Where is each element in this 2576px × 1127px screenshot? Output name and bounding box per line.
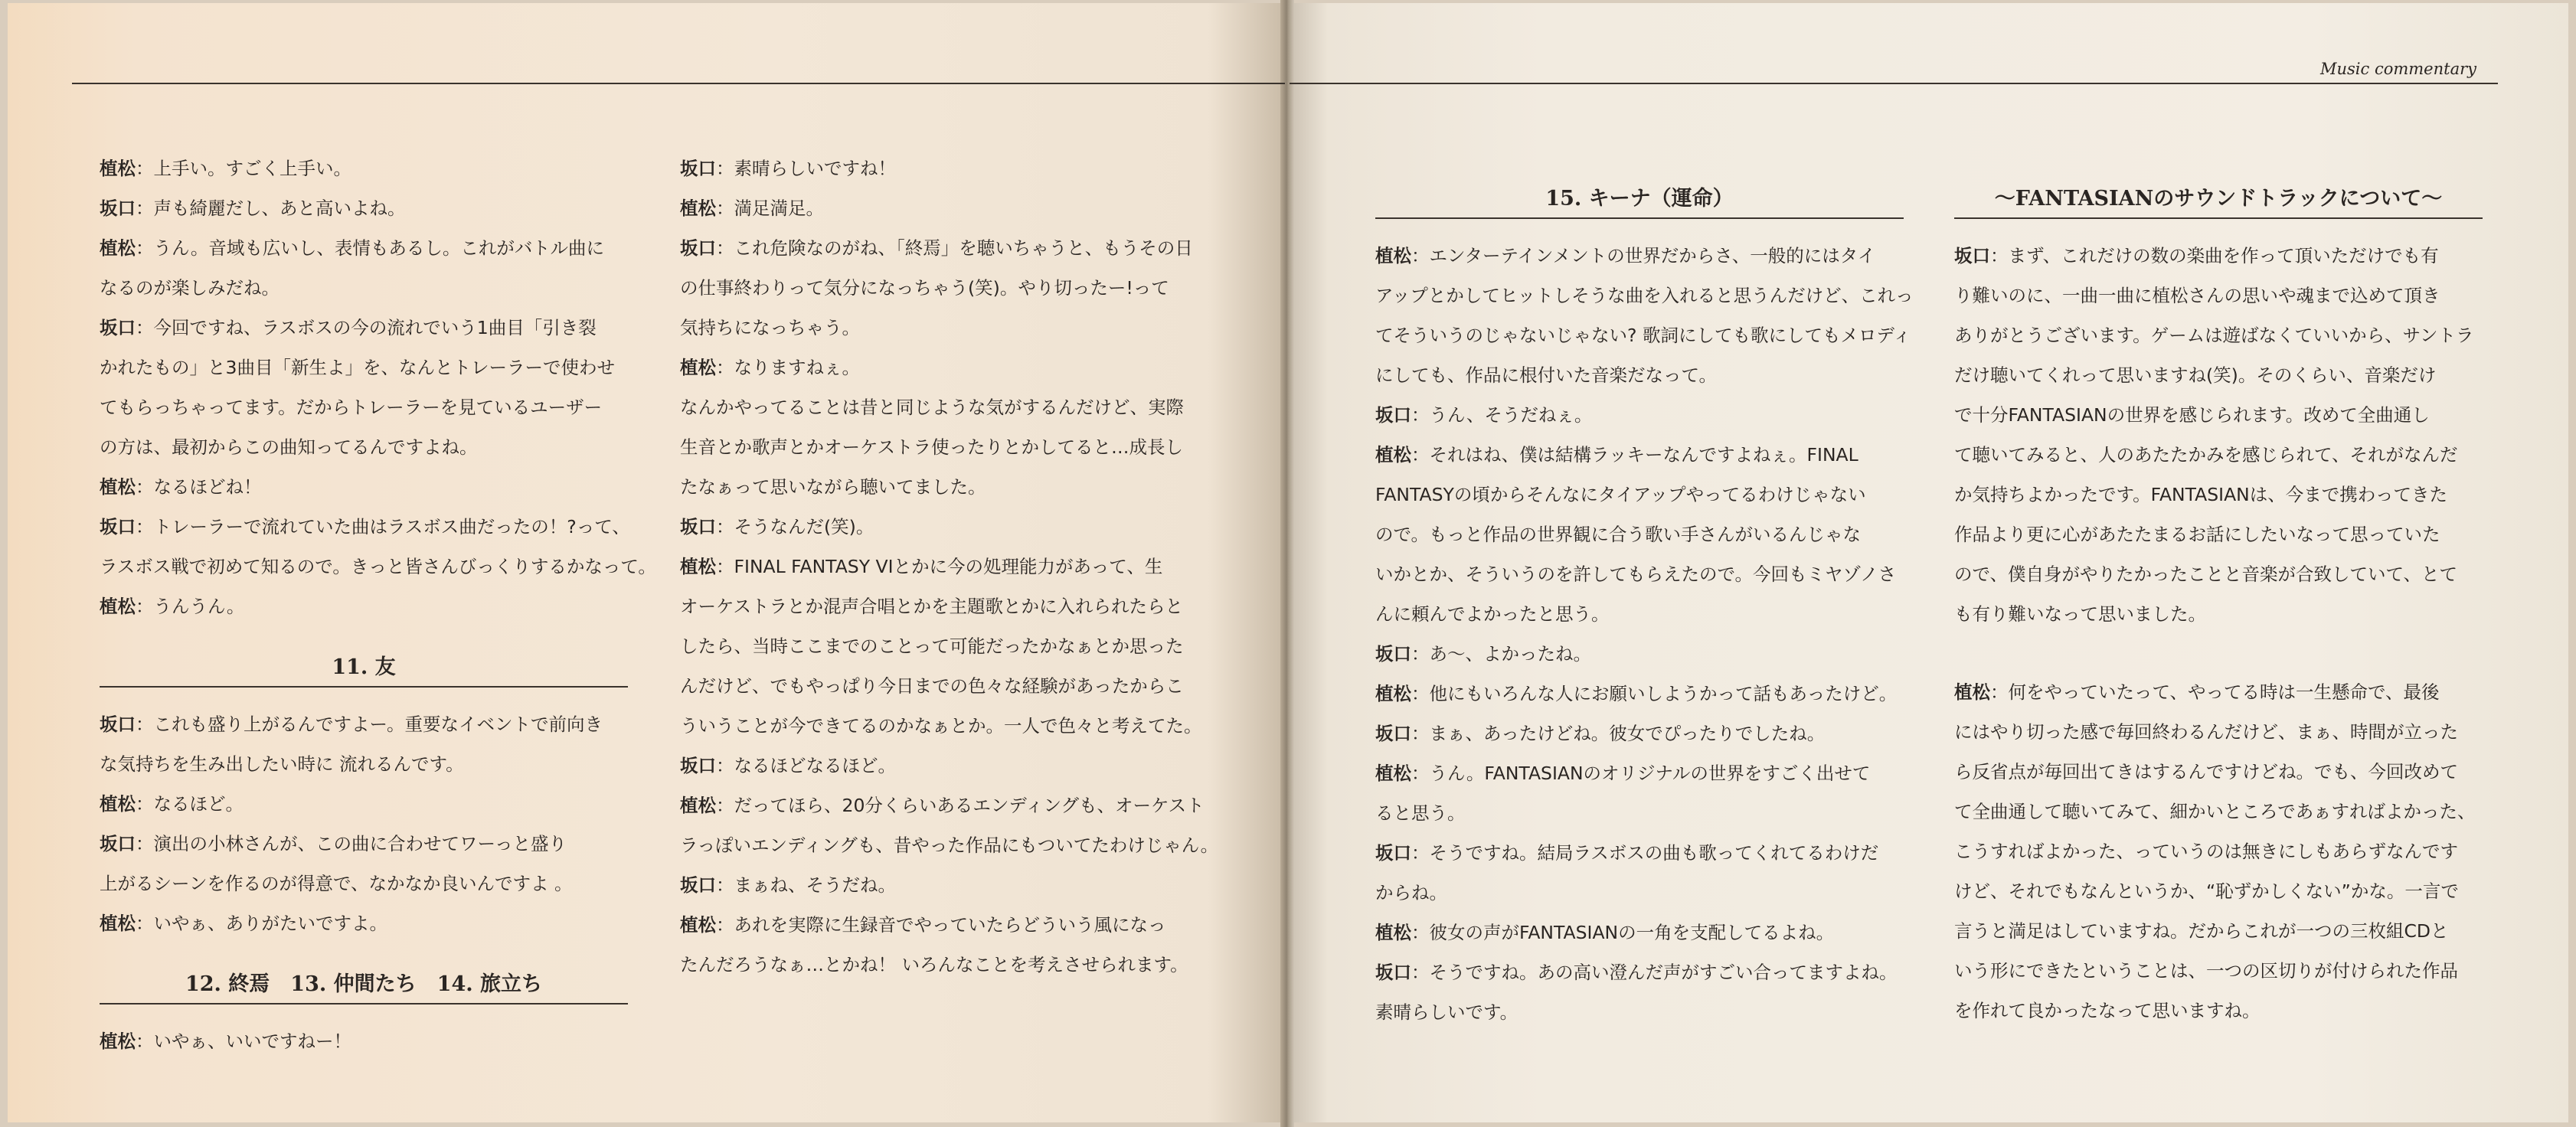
- dialogue-line: [680, 825, 1218, 865]
- speaker-colon: ：: [136, 516, 154, 537]
- speaker-name: 坂口: [1375, 962, 1411, 983]
- dialogue-text: ると思う。: [1375, 802, 1466, 824]
- speaker-name: 植松: [680, 556, 716, 577]
- dialogue-line: [680, 228, 1218, 268]
- speaker-colon: ：: [716, 755, 734, 776]
- dialogue-text: あ～、よかったね。: [1429, 643, 1591, 665]
- dialogue-text: うんうん。: [153, 596, 245, 617]
- speaker-name: 坂口: [1375, 404, 1411, 426]
- dialogue-text: ので、僕自身がやりたかったことと音楽が合致していて、とて: [1954, 564, 2458, 585]
- dialogue-line: [100, 1021, 656, 1061]
- dialogue-line: [1954, 475, 2483, 514]
- dialogue-line: [1375, 992, 1914, 1032]
- speaker-colon: ：: [1411, 922, 1430, 943]
- dialogue-text: これも盛り上がるんですよー。重要なイベントで前向き: [153, 714, 603, 735]
- dialogue-line: [100, 586, 656, 626]
- dialogue-text: なりますねぇ。: [734, 357, 860, 378]
- dialogue-line: [100, 228, 656, 268]
- dialogue-line: [1375, 315, 1914, 355]
- speaker-name: 植松: [680, 357, 716, 378]
- dialogue-text: 今回ですね、ラスボスの今の流れでいう1曲目「引き裂: [153, 317, 597, 338]
- dialogue-text: ありがとうございます。ゲームは遊ばなくていいから、サントラ: [1954, 325, 2474, 346]
- dialogue-text: たんだろうなぁ…とかね！ いろんなことを考えさせられます。: [680, 954, 1188, 975]
- dialogue-line: [100, 427, 656, 467]
- section-heading: ～FANTASIANのサウンドトラックについて～: [1954, 181, 2483, 219]
- dialogue-line: [680, 308, 1218, 348]
- speaker-name: 坂口: [680, 158, 716, 179]
- dialogue-line: [1954, 672, 2483, 712]
- dialogue-text: そうなんだ(笑)。: [734, 516, 874, 537]
- speaker-colon: ：: [1411, 763, 1430, 784]
- speaker-colon: ：: [716, 516, 734, 537]
- dialogue-line: [1375, 435, 1914, 475]
- dialogue-text: かれたもの」と3曲目「新生よ」を、なんとトレーラーで使わせ: [100, 357, 615, 378]
- dialogue-text: だってほら、20分くらいあるエンディングも、オーケスト: [734, 795, 1205, 816]
- dialogue-line: [1375, 793, 1914, 833]
- dialogue-text: の仕事終わりって気分になっちゃう(笑)。やり切ったー!って: [680, 277, 1169, 299]
- speaker-colon: ：: [1411, 643, 1430, 665]
- dialogue-text: けど、それでもなんというか、“恥ずかしくない”かな。一言で: [1954, 880, 2459, 902]
- dialogue-text: なんかやってることは昔と同じような気がするんだけど、実際: [680, 397, 1184, 418]
- dialogue-text: 上がるシーンを作るのが得意で、なかなか良いんですよ 。: [100, 873, 573, 894]
- dialogue-line: [1954, 395, 2483, 435]
- dialogue-line: [100, 864, 656, 903]
- dialogue-text: な気持ちを生み出したい時に 流れるんです。: [100, 753, 464, 775]
- column-2: [680, 149, 1218, 985]
- speaker-colon: ：: [1411, 404, 1430, 426]
- dialogue-block: [1954, 672, 2483, 1031]
- speaker-colon: ：: [716, 158, 734, 179]
- dialogue-text: トレーラーで流れていた曲はラスボス曲だったの！?って、: [153, 516, 630, 537]
- dialogue-line: [1954, 315, 2483, 355]
- speaker-colon: ：: [1411, 842, 1430, 864]
- speaker-colon: ：: [136, 1031, 154, 1052]
- speaker-name: 坂口: [680, 516, 716, 537]
- dialogue-text: いやぁ、ありがたいですよ。: [153, 913, 387, 934]
- dialogue-line: [1954, 951, 2483, 991]
- dialogue-line: [1954, 752, 2483, 792]
- dialogue-line: [1375, 236, 1914, 276]
- dialogue-line: [1375, 913, 1914, 952]
- dialogue-line: [100, 268, 656, 308]
- dialogue-line: [680, 427, 1218, 467]
- speaker-name: 植松: [1375, 763, 1411, 784]
- dialogue-line: [680, 746, 1218, 786]
- dialogue-text: 生音とか歌声とかオーケストラ使ったりとかしてると…成長し: [680, 436, 1184, 458]
- dialogue-line: [1954, 435, 2483, 475]
- dialogue-text: んだけど、でもやっぱり今日までの色々な経験があったからこ: [680, 675, 1184, 697]
- dialogue-line: [680, 348, 1218, 387]
- dialogue-text: まず、これだけの数の楽曲を作って頂いただけでも有: [2008, 245, 2439, 266]
- dialogue-block: [100, 704, 656, 943]
- dialogue-line: [100, 467, 656, 507]
- dialogue-text: ういうことが今できてるのかなぁとか。一人で色々と考えてた。: [680, 715, 1202, 737]
- dialogue-text: こうすればよかった、っていうのは無きにしもあらずなんです: [1954, 841, 2458, 862]
- dialogue-line: [100, 744, 656, 784]
- speaker-colon: ：: [136, 833, 154, 854]
- dialogue-text: まぁね、そうだね。: [734, 874, 896, 896]
- dialogue-line: [1954, 514, 2483, 554]
- speaker-colon: ：: [716, 237, 734, 259]
- dialogue-text: 気持ちになっちゃう。: [680, 317, 860, 338]
- speaker-colon: ：: [1411, 444, 1430, 466]
- dialogue-line: [100, 507, 656, 547]
- speaker-name: 植松: [680, 795, 716, 816]
- dialogue-text: 上手い。すごく上手い。: [153, 158, 351, 179]
- dialogue-line: [680, 905, 1218, 945]
- dialogue-text: て聴いてみると、人のあたたかみを感じられて、それがなんだ: [1954, 444, 2458, 466]
- dialogue-line: [1375, 594, 1914, 634]
- dialogue-text: 他にもいろんな人にお願いしようかって話もあったけど。: [1429, 683, 1898, 704]
- dialogue-text: そうですね。結局ラスボスの曲も歌ってくれてるわけだ: [1429, 842, 1879, 864]
- dialogue-text: オーケストラとか混声合唱とかを主題歌とかに入れられたらと: [680, 596, 1184, 617]
- dialogue-block: [680, 149, 1218, 985]
- dialogue-text: 演出の小林さんが、この曲に合わせてワーっと盛り: [153, 833, 567, 854]
- dialogue-text: いかとか、そういうのを許してもらえたので。今回もミヤゾノさ: [1375, 564, 1897, 585]
- speaker-colon: ：: [716, 795, 734, 816]
- speaker-colon: ：: [1411, 723, 1430, 744]
- running-header: Music commentary: [2319, 60, 2476, 78]
- dialogue-text: も有り難いなって思いました。: [1954, 603, 2206, 625]
- speaker-name: 植松: [100, 913, 136, 934]
- dialogue-line: [1375, 753, 1914, 793]
- speaker-name: 坂口: [100, 516, 136, 537]
- speaker-colon: ：: [716, 556, 734, 577]
- dialogue-line: [100, 308, 656, 348]
- dialogue-line: [1954, 712, 2483, 752]
- speaker-name: 植松: [100, 596, 136, 617]
- paragraph-gap: [1954, 634, 2483, 672]
- dialogue-line: [1954, 911, 2483, 951]
- dialogue-text: これ危険なのがね、「終焉」を聴いちゃうと、もうその日: [734, 237, 1193, 259]
- speaker-colon: ：: [136, 476, 154, 498]
- book-gutter: [1280, 0, 1294, 1127]
- column-3: [1375, 181, 1914, 1032]
- dialogue-text: うん、そうだねぇ。: [1429, 404, 1593, 426]
- speaker-name: 植松: [100, 476, 136, 498]
- speaker-colon: ：: [136, 913, 154, 934]
- speaker-name: 坂口: [100, 198, 136, 219]
- speaker-name: 植松: [1375, 683, 1411, 704]
- dialogue-text: 満足満足。: [734, 198, 824, 219]
- dialogue-text: を作れて良かったなって思いますね。: [1954, 1000, 2261, 1021]
- dialogue-line: [680, 626, 1218, 666]
- dialogue-text: か気持ちよかったです。FANTASIANは、今まで携わってきた: [1954, 484, 2448, 505]
- dialogue-text: り難いのに、一曲一曲に植松さんの思いや魂まで込めて頂き: [1954, 285, 2440, 306]
- dialogue-line: [100, 903, 656, 943]
- dialogue-line: [1954, 991, 2483, 1031]
- dialogue-text: で十分FANTASIANの世界を感じられます。改めて全曲通し: [1954, 404, 2430, 426]
- dialogue-line: [680, 586, 1218, 626]
- speaker-name: 坂口: [680, 237, 716, 259]
- dialogue-line: [680, 786, 1218, 825]
- speaker-name: 坂口: [100, 833, 136, 854]
- dialogue-text: 何をやっていたって、やってる時は一生懸命で、最後: [2008, 681, 2440, 703]
- dialogue-text: にはやり切った感で毎回終わるんだけど、まぁ、時間が立った: [1954, 721, 2458, 743]
- dialogue-line: [100, 704, 656, 744]
- dialogue-line: [1375, 395, 1914, 435]
- dialogue-line: [1375, 674, 1914, 714]
- speaker-colon: ：: [136, 158, 154, 179]
- speaker-name: 坂口: [680, 755, 716, 776]
- speaker-name: 坂口: [1375, 723, 1411, 744]
- speaker-colon: ：: [1411, 245, 1430, 266]
- speaker-name: 植松: [100, 237, 136, 259]
- speaker-colon: ：: [136, 198, 154, 219]
- dialogue-text: ラっぽいエンディングも、昔やった作品にもついてたわけじゃん。: [680, 835, 1219, 856]
- dialogue-line: [1375, 514, 1914, 554]
- dialogue-line: [1954, 355, 2483, 395]
- dialogue-text: んに頼んでよかったと思う。: [1375, 603, 1610, 625]
- dialogue-line: [100, 824, 656, 864]
- speaker-colon: ：: [716, 914, 734, 936]
- dialogue-line: [1375, 554, 1914, 594]
- dialogue-line: [1375, 475, 1914, 514]
- dialogue-line: [1954, 871, 2483, 911]
- dialogue-text: ので。もっと作品の世界観に合う歌い手さんがいるんじゃな: [1375, 524, 1862, 545]
- dialogue-text: ラスボス戦で初めて知るので。きっと皆さんびっくりするかなって。: [100, 556, 656, 577]
- speaker-colon: ：: [1990, 245, 2009, 266]
- speaker-colon: ：: [1411, 962, 1430, 983]
- dialogue-line: [100, 188, 656, 228]
- dialogue-line: [680, 188, 1218, 228]
- speaker-name: 植松: [680, 914, 716, 936]
- dialogue-line: [680, 666, 1218, 706]
- speaker-name: 坂口: [1375, 643, 1411, 665]
- speaker-colon: ：: [716, 874, 734, 896]
- dialogue-line: [1375, 276, 1914, 315]
- dialogue-line: [680, 149, 1218, 188]
- dialogue-text: アップとかしてヒットしそうな曲を入れると思うんだけど、これっ: [1375, 285, 1914, 306]
- dialogue-text: てそういうのじゃないじゃない? 歌詞にしても歌にしてもメロディ: [1375, 325, 1911, 346]
- section-heading: 11. 友: [100, 649, 628, 688]
- dialogue-line: [1954, 236, 2483, 276]
- dialogue-text: にしても、作品に根付いた音楽だなって。: [1375, 364, 1718, 386]
- dialogue-text: 作品より更に心があたたまるお話にしたいなって思っていた: [1954, 524, 2440, 545]
- dialogue-line: [1375, 873, 1914, 913]
- dialogue-text: なるほどなるほど。: [734, 755, 896, 776]
- dialogue-text: FINAL FANTASY VIとかに今の処理能力があって、生: [734, 556, 1163, 577]
- dialogue-text: あれを実際に生録音でやっていたらどういう風になっ: [734, 914, 1166, 936]
- speaker-name: 植松: [680, 198, 716, 219]
- speaker-colon: ：: [716, 198, 734, 219]
- speaker-name: 坂口: [100, 317, 136, 338]
- dialogue-text: いやぁ、いいですねー！: [153, 1031, 351, 1052]
- dialogue-text: そうですね。あの高い澄んだ声がすごい合ってますよね。: [1429, 962, 1898, 983]
- column-4: [1954, 181, 2483, 1031]
- speaker-name: 植松: [1375, 444, 1411, 466]
- dialogue-block: [100, 1021, 656, 1061]
- section-heading: 12. 終焉 13. 仲間たち 14. 旅立ち: [100, 966, 628, 1004]
- dialogue-line: [1954, 554, 2483, 594]
- dialogue-text: 言うと満足はしていますね。だからこれが一つの三枚組CDと: [1954, 920, 2449, 942]
- dialogue-line: [1954, 594, 2483, 634]
- dialogue-text: FANTASYの頃からそんなにタイアップやってるわけじゃない: [1375, 484, 1866, 505]
- dialogue-line: [680, 387, 1218, 427]
- dialogue-line: [680, 507, 1218, 547]
- section-heading: 15. キーナ（運命）: [1375, 181, 1904, 219]
- dialogue-text: なるのが楽しみだね。: [100, 277, 280, 299]
- speaker-colon: ：: [1411, 683, 1430, 704]
- dialogue-text: 素晴らしいですね！: [734, 158, 896, 179]
- dialogue-line: [680, 547, 1218, 586]
- dialogue-line: [1954, 276, 2483, 315]
- dialogue-line: [1375, 833, 1914, 873]
- dialogue-line: [100, 547, 656, 586]
- dialogue-text: からね。: [1375, 882, 1447, 903]
- speaker-colon: ：: [716, 357, 734, 378]
- dialogue-line: [1375, 355, 1914, 395]
- dialogue-text: うん。FANTASIANのオリジナルの世界をすごく出せて: [1429, 763, 1871, 784]
- dialogue-text: だけ聴いてくれって思いますね(笑)。そのくらい、音楽だけ: [1954, 364, 2437, 386]
- speaker-name: 植松: [1375, 922, 1411, 943]
- dialogue-line: [100, 348, 656, 387]
- dialogue-line: [680, 467, 1218, 507]
- dialogue-line: [680, 865, 1218, 905]
- dialogue-text: なるほど。: [153, 793, 244, 815]
- dialogue-text: したら、当時ここまでのことって可能だったかなぁとか思った: [680, 635, 1184, 657]
- dialogue-text: エンターテインメントの世界だからさ、一般的にはタイ: [1429, 245, 1876, 266]
- dialogue-text: の方は、最初からこの曲知ってるんですよね。: [100, 436, 478, 458]
- dialogue-line: [1375, 714, 1914, 753]
- dialogue-text: それはね、僕は結構ラッキーなんですよねぇ。FINAL: [1429, 444, 1858, 466]
- dialogue-line: [100, 387, 656, 427]
- dialogue-line: [100, 149, 656, 188]
- dialogue-text: なるほどね！: [153, 476, 262, 498]
- speaker-colon: ：: [136, 237, 154, 259]
- speaker-name: 植松: [100, 1031, 136, 1052]
- dialogue-block: [1954, 236, 2483, 634]
- dialogue-block: [100, 149, 656, 626]
- speaker-colon: ：: [136, 793, 154, 815]
- header-rule-right: [1290, 83, 2498, 84]
- speaker-colon: ：: [136, 714, 154, 735]
- speaker-name: 坂口: [100, 714, 136, 735]
- column-1: [100, 149, 656, 1061]
- speaker-name: 植松: [1954, 681, 1990, 703]
- header-rule-left: [72, 83, 1285, 84]
- speaker-name: 坂口: [1954, 245, 1990, 266]
- dialogue-text: 声も綺麗だし、あと高いよね。: [153, 198, 406, 219]
- dialogue-line: [680, 268, 1218, 308]
- speaker-name: 植松: [100, 158, 136, 179]
- dialogue-text: 彼女の声がFANTASIANの一角を支配してるよね。: [1429, 922, 1835, 943]
- speaker-colon: ：: [136, 317, 154, 338]
- speaker-name: 植松: [100, 793, 136, 815]
- dialogue-block: [1375, 236, 1914, 1032]
- speaker-name: 坂口: [680, 874, 716, 896]
- dialogue-text: まぁ、あったけどね。彼女でぴったりでしたね。: [1429, 723, 1826, 744]
- speaker-name: 植松: [1375, 245, 1411, 266]
- dialogue-line: [680, 945, 1218, 985]
- speaker-colon: ：: [136, 596, 154, 617]
- dialogue-line: [1375, 952, 1914, 992]
- dialogue-text: てもらっちゃってます。だからトレーラーを見ているユーザー: [100, 397, 603, 418]
- dialogue-text: いう形にできたということは、一つの区切りが付けられた作品: [1954, 960, 2458, 982]
- dialogue-text: ら反省点が毎回出てきはするんですけどね。でも、今回改めて: [1954, 761, 2458, 782]
- dialogue-line: [680, 706, 1218, 746]
- speaker-colon: ：: [1990, 681, 2009, 703]
- dialogue-text: うん。音域も広いし、表情もあるし。これがバトル曲に: [153, 237, 604, 259]
- dialogue-line: [1954, 831, 2483, 871]
- dialogue-text: 素晴らしいです。: [1375, 1001, 1518, 1023]
- dialogue-line: [1375, 634, 1914, 674]
- speaker-name: 坂口: [1375, 842, 1411, 864]
- dialogue-text: たなぁって思いながら聴いてました。: [680, 476, 986, 498]
- dialogue-text: て全曲通して聴いてみて、細かいところであぁすればよかった、: [1954, 801, 2476, 822]
- dialogue-line: [100, 784, 656, 824]
- dialogue-line: [1954, 792, 2483, 831]
